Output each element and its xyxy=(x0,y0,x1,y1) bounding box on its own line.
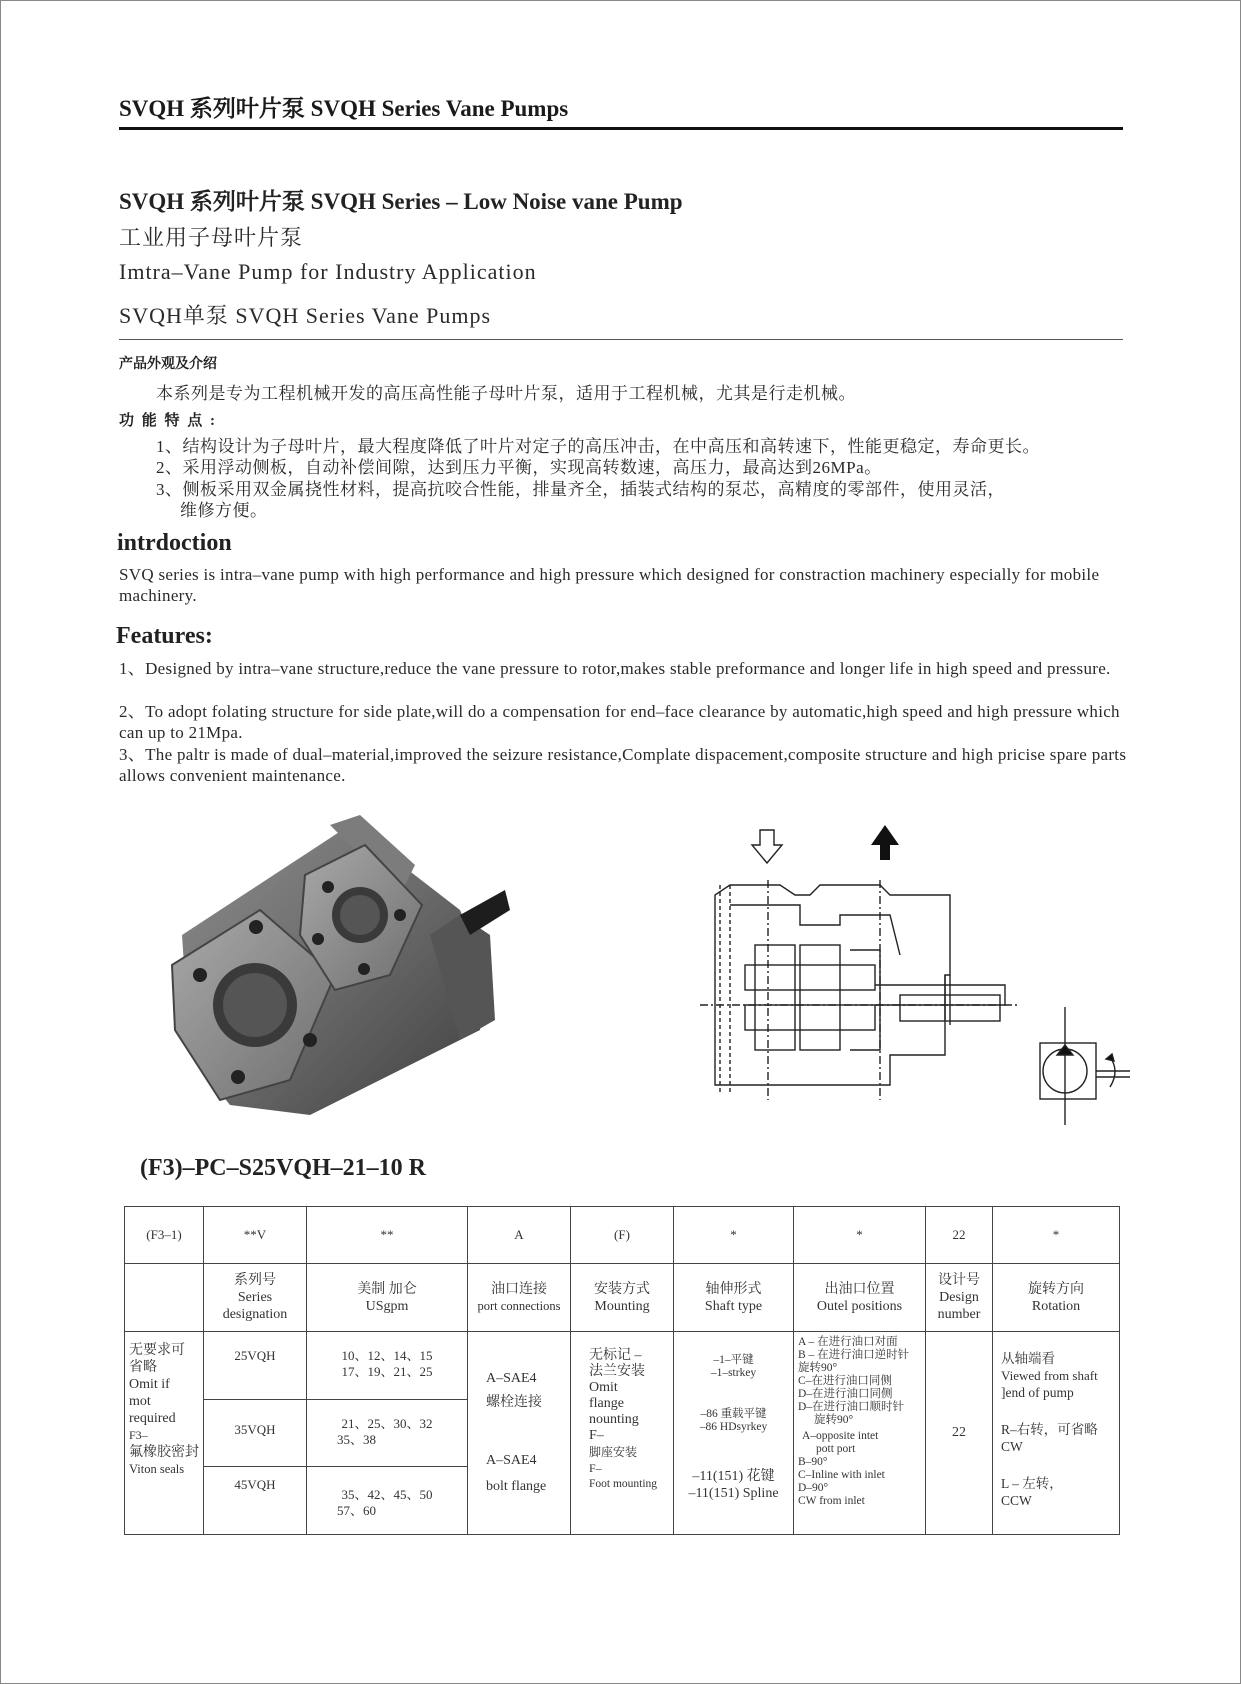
code-cell: * xyxy=(993,1207,1120,1264)
code-cell: ** xyxy=(307,1207,468,1264)
pump-photo xyxy=(160,815,510,1125)
design-cell: 22 xyxy=(926,1332,993,1535)
label-rotation: 旋转方向 Rotation xyxy=(993,1264,1120,1332)
cn-features-heading: 功 能 特 点 : xyxy=(119,413,217,429)
product-intro-text: 本系列是专为工程机械开发的高压高性能子母叶片泵，适用于工程机械，尤其是行走机械。 xyxy=(156,384,856,403)
ordering-code-table xyxy=(124,1206,1120,1535)
label-port: 油口连接 port connections xyxy=(468,1264,571,1332)
sizes-cell: 21、25、30、32 35、38 xyxy=(307,1400,468,1467)
cross-section-drawing xyxy=(700,825,1130,1125)
sizes-cell: 35、42、45、50 57、60 xyxy=(307,1467,468,1535)
rotation-cell: 从轴端看 Viewed from shaft ]end of pump R–右转，可省略 CW L – 左转， CCW xyxy=(993,1332,1120,1535)
code-cell: * xyxy=(794,1207,926,1264)
features-heading: Features: xyxy=(116,623,213,649)
feature-3: 3、The paltr is made of dual–material,improved the seizure resistance,Complate dispacement,composite structure and high pricise spare parts allows convenient maintenance. xyxy=(119,745,1127,785)
introduction-heading: intrdoction xyxy=(117,530,232,556)
code-cell: 22 xyxy=(926,1207,993,1264)
feature-1: 1、Designed by intra–vane structure,reduce the vane pressure to rotor,makes stable preformance and longer life in high speed and pressure. xyxy=(119,659,1111,678)
subtitle-en: Imtra–Vane Pump for Industry Application xyxy=(119,259,537,284)
series-cell: 25VQH xyxy=(204,1332,307,1400)
code-cell: (F3–1) xyxy=(125,1207,204,1264)
seals-cell: 无要求可 省略 Omit if mot required F3– 氟橡胶密封 Viton seals xyxy=(125,1332,204,1535)
label-shaft: 轴伸形式 Shaft type xyxy=(674,1264,794,1332)
cn-feature-3-cont: 维修方便。 xyxy=(180,501,268,520)
cn-feature-2: 2、采用浮动侧板，自动补偿间隙，达到压力平衡，实现高转数速，高压力，最高达到26MPa。 xyxy=(156,458,882,477)
inlet-arrow-icon xyxy=(752,830,782,863)
label-row xyxy=(125,1264,1120,1332)
sizes-cell: 10、12、14、15 17、19、21、25 xyxy=(307,1332,468,1400)
code-cell: (F) xyxy=(571,1207,674,1264)
code-row xyxy=(125,1207,1120,1264)
header-rule xyxy=(119,127,1123,130)
code-cell: * xyxy=(674,1207,794,1264)
code-cell: A xyxy=(468,1207,571,1264)
outlet-arrow-icon xyxy=(871,825,899,860)
product-intro-heading: 产品外观及介绍 xyxy=(119,357,217,372)
header-title: SVQH 系列叶片泵 SVQH Series Vane Pumps xyxy=(119,96,569,121)
feature-2: 2、To adopt folating structure for side plate,will do a compensation for end–face clearance by automatic,high speed and high pressure which can up to 21Mpa. xyxy=(119,702,1120,742)
model-code: (F3)–PC–S25VQH–21–10 R xyxy=(140,1155,426,1181)
label-outlet: 出油口位置 Outel positions xyxy=(794,1264,926,1332)
subtitle-cn: 工业用子母叶片泵 xyxy=(119,225,304,250)
section-title: SVQH 系列叶片泵 SVQH Series – Low Noise vane Pump xyxy=(119,189,683,214)
port-cell: A–SAE4 螺栓连接 A–SAE4 bolt flange xyxy=(468,1332,571,1535)
subtitle-series: SVQH单泵 SVQH Series Vane Pumps xyxy=(119,303,492,328)
introduction-text: SVQ series is intra–vane pump with high performance and high pressure which designed for constraction machinery especially for mobile machinery. xyxy=(119,565,1100,605)
series-cell: 45VQH xyxy=(204,1467,307,1535)
table-row xyxy=(125,1332,1120,1400)
label-usgpm: 美制 加仑 USgpm xyxy=(307,1264,468,1332)
outlet-cell: A – 在进行油口对面 B – 在进行油口逆时针 旋转90° C–在进行油口同侧 D–在进行油口同侧 D–在进行油口顺时针 旋转90° A–opposite intet pott port B–90° C–Inline with inlet D–90° CW from inlet xyxy=(794,1332,926,1535)
code-cell: **V xyxy=(204,1207,307,1264)
hydraulic-symbol-icon xyxy=(1040,1007,1130,1125)
label-design: 设计号 Design number xyxy=(926,1264,993,1332)
shaft-cell: –1–平键 –1–strkey –86 重载平键 –86 HDsyrkey –11(151) 花键 –11(151) Spline xyxy=(674,1332,794,1535)
cn-feature-1: 1、结构设计为子母叶片，最大程度降低了叶片对定子的高压冲击，在中高压和高转速下，性能更稳定，寿命更长。 xyxy=(156,437,1040,456)
label-series: 系列号 Series designation xyxy=(204,1264,307,1332)
mounting-cell: 无标记 – 法兰安装 Omit flange nounting F– 脚座安装 F– Foot mounting xyxy=(571,1332,674,1535)
label-mounting: 安装方式 Mounting xyxy=(571,1264,674,1332)
cn-feature-3: 3、侧板采用双金属挠性材料，提高抗咬合性能，排量齐全，插装式结构的泵芯，高精度的零部件，使用灵活， xyxy=(156,480,1005,499)
label-cell-empty xyxy=(125,1264,204,1332)
divider xyxy=(119,339,1123,340)
series-cell: 35VQH xyxy=(204,1400,307,1467)
